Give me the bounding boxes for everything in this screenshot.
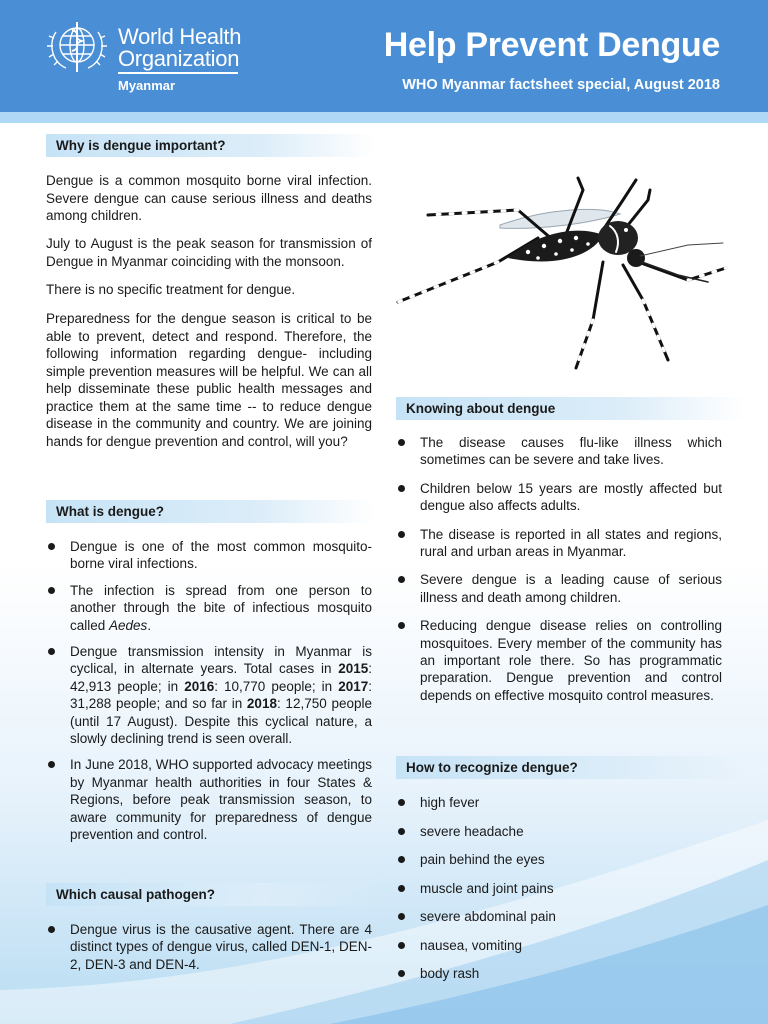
year-2018: 2018	[246, 696, 277, 712]
section-heading-why: Why is dengue important?	[46, 134, 376, 157]
bullet-italic: Aedes	[109, 617, 148, 633]
bullet-text: : 31,288 people; and so far in	[70, 678, 373, 712]
bullet-text: : 10,770 people; in	[214, 678, 339, 694]
bullet-end: .	[147, 617, 152, 633]
symptom-item: pain behind the eyes	[396, 851, 722, 880]
symptom-item: body rash	[396, 965, 722, 994]
list-item: Dengue virus is the causative agent. There are 4 distinct types of dengue virus, called DEN-1, DEN-2, DEN-3 and DEN-4.	[46, 921, 372, 973]
org-country: Myanmar	[118, 78, 176, 93]
symptom-item: high fever	[396, 794, 722, 823]
organization-name	[118, 26, 241, 70]
section-heading-knowing: Knowing about dengue	[396, 397, 746, 420]
list-item: Reducing dengue disease relies on controlling mosquitoes. Every member of the community has an important role there. So has programmatic preparation. Dengue prevention and control depends on effective mosquito control measures.	[396, 617, 722, 704]
bullet-text: Dengue transmission intensity in Myanmar is cyclical, in alternate years. Total cases in	[70, 644, 372, 677]
header-stripe	[0, 112, 768, 123]
why-paragraph-2: July to August is the peak season for transmission of Dengue in Myanmar coinciding with the monsoon.	[46, 236, 372, 269]
knowing-bullet-list	[396, 434, 722, 704]
year-2017: 2017	[338, 678, 369, 694]
symptom-item: nausea, vomiting	[396, 937, 722, 966]
bullet-text: The infection is spread from one person to another through the bite of infectious mosquito called	[70, 582, 372, 633]
why-paragraph-3: There is no specific treatment for dengue.	[46, 282, 296, 297]
list-item: In June 2018, WHO supported advocacy meetings by Myanmar health authorities in four States & Regions, before peak transmission season, to aware community for preparedness of dengue prevention and control.	[46, 756, 372, 843]
page-subtitle: WHO Myanmar factsheet special, August 2018	[402, 77, 720, 93]
year-2016: 2016	[184, 678, 215, 694]
list-item	[46, 643, 372, 747]
bullet-text: : 12,750 people (until 17 August). Despite this cyclical nature, a slowly declining trend is seen overall.	[70, 696, 372, 747]
what-bullet-list	[46, 538, 372, 844]
org-divider	[118, 72, 238, 74]
list-item: Dengue is one of the most common mosquito-borne viral infections.	[46, 538, 372, 573]
section-heading-pathogen: Which causal pathogen?	[46, 883, 376, 906]
mosquito-icon	[388, 170, 740, 375]
pathogen-bullet-list	[46, 921, 372, 973]
list-item: Severe dengue is a leading cause of serious illness and death among children.	[396, 571, 722, 606]
year-2015: 2015	[338, 661, 369, 677]
org-name-line-1: World Health	[118, 24, 242, 49]
org-name-line-2: Organization	[118, 46, 240, 71]
symptom-list	[396, 794, 722, 994]
symptom-item: severe headache	[396, 823, 722, 852]
page-title: Help Prevent Dengue	[383, 26, 720, 64]
symptom-item: muscle and joint pains	[396, 880, 722, 909]
why-paragraph-1: Dengue is a common mosquito borne viral infection. Severe dengue can cause serious illness and deaths among children.	[46, 173, 372, 223]
section-heading-what: What is dengue?	[46, 500, 376, 523]
who-emblem-icon	[44, 18, 110, 76]
why-paragraph-4: Preparedness for the dengue season is critical to be able to prevent, detect and respond. Therefore, the following information regarding dengue- including simple prevention measures will be helpful. We can all help disseminate these public health messages and practice them at the same time -- to reduce dengue disease in the community and country. We are joining hands for dengue prevention and control, will you?	[46, 311, 372, 449]
list-item: Children below 15 years are mostly affected but dengue also affects adults.	[396, 480, 722, 515]
list-item: The disease causes flu-like illness which sometimes can be severe and take lives.	[396, 434, 722, 469]
list-item	[46, 582, 372, 634]
symptom-item: severe abdominal pain	[396, 908, 722, 937]
list-item: The disease is reported in all states and regions, rural and urban areas in Myanmar.	[396, 526, 722, 561]
bullet-text: : 42,913 people; in	[70, 661, 372, 694]
section-heading-recognize: How to recognize dengue?	[396, 756, 746, 779]
